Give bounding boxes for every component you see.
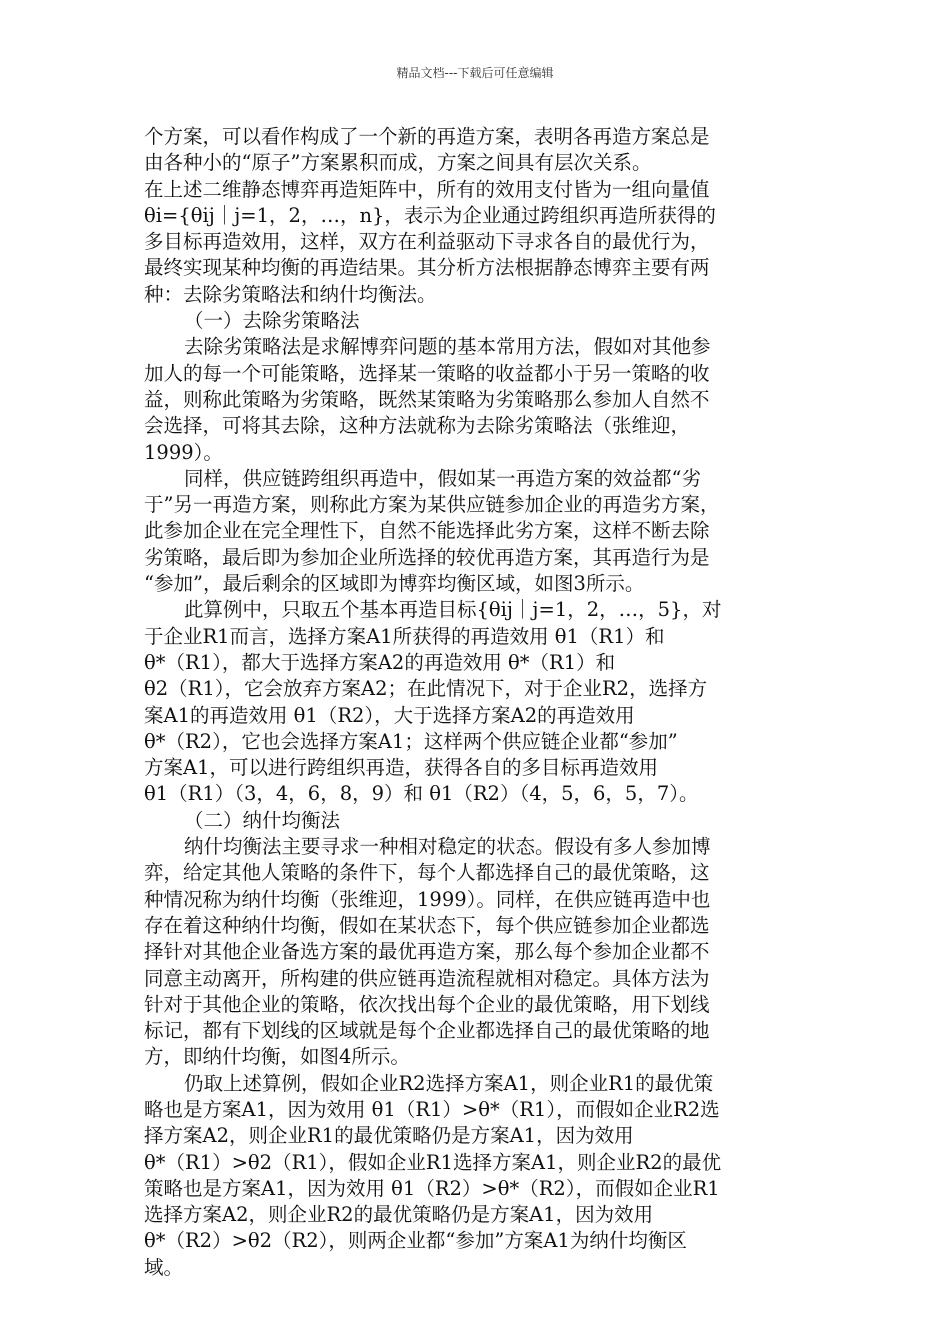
text-line: 种：去除劣策略法和纳什均衡法。 xyxy=(144,282,437,306)
text-line: θ*（R1）>θ2（R1），假如企业R1选择方案A1，则企业R2的最优 xyxy=(144,1150,722,1174)
text-line: 个方案，可以看作构成了一个新的再造方案，表明各再造方案总是 xyxy=(144,125,710,148)
text-line: 标记，都有下划线的区域就是每个企业都选择自己的最优策略的地 xyxy=(144,1019,710,1043)
text-line: 加人的每一个可能策略，选择某一策略的收益都小于另一策略的收 xyxy=(144,361,710,385)
text-line: θi={θij｜j=1，2，…，n}，表示为企业通过跨组织再造所获得的 xyxy=(144,203,716,227)
text-line: 会选择，可将其去除，这种方法就称为去除劣策略法（张维迎， xyxy=(144,414,691,438)
text-line: 存在着这种纳什均衡，假如在某状态下，每个供应链参加企业都选 xyxy=(144,913,710,937)
page-header: 精品文档---下载后可任意编辑 xyxy=(396,66,554,80)
text-line: 在上述二维静态博弈再造矩阵中，所有的效用支付皆为一组向量值 xyxy=(144,177,710,201)
text-line: 由各种小的“原子”方案累积而成，方案之间具有层次关系。 xyxy=(144,151,652,175)
text-line: θ1（R1）（3，4，6，8，9）和 θ1（R2）（4，5，6，5，7）。 xyxy=(144,782,699,806)
text-line: “参加”，最后剩余的区域即为博弈均衡区域，如图3所示。 xyxy=(144,572,645,596)
text-line: 最终实现某种均衡的再造结果。其分析方法根据静态博弈主要有两 xyxy=(144,256,710,280)
text-line: 益，则称此策略为劣策略，既然某策略为劣策略那么参加人自然不 xyxy=(144,387,710,411)
text-line: 去除劣策略法是求解博弈问题的基本常用方法，假如对其他参 xyxy=(184,335,711,359)
text-line: 多目标再造效用，这样，双方在利益驱动下寻求各自的最优行为， xyxy=(144,230,710,254)
text-line: 择针对其他企业备选方案的最优再造方案，那么每个参加企业都不 xyxy=(144,940,710,964)
text-line: 1999）。 xyxy=(144,440,223,464)
text-line: 方，即纳什均衡，如图4所示。 xyxy=(144,1045,410,1069)
text-line: 同意主动离开，所构建的供应链再造流程就相对稳定。具体方法为 xyxy=(144,966,710,990)
text-line: 针对于其他企业的策略，依次找出每个企业的最优策略，用下划线 xyxy=(144,992,710,1016)
text-line: 选择方案A2，则企业R2的最优策略仍是方案A1，因为效用 xyxy=(144,1203,654,1227)
text-line: 择方案A2，则企业R1的最优策略仍是方案A1，因为效用 xyxy=(144,1124,634,1148)
text-line: 劣策略，最后即为参加企业所选择的较优再造方案，其再造行为是 xyxy=(144,545,710,569)
text-line: 此参加企业在完全理性下，自然不能选择此劣方案，这样不断去除 xyxy=(144,519,710,543)
text-line: θ*（R2）>θ2（R2），则两企业都“参加”方案A1为纳什均衡区 xyxy=(144,1229,687,1253)
text-line: （一）去除劣策略法 xyxy=(184,309,360,333)
text-line: 同样，供应链跨组织再造中，假如某一再造方案的效益都“劣 xyxy=(184,466,701,490)
text-line: 策略也是方案A1，因为效用 θ1（R2）>θ*（R2），而假如企业R1 xyxy=(144,1176,720,1200)
text-line: 种情况称为纳什均衡（张维迎，1999）。同样，在供应链再造中也 xyxy=(144,887,711,911)
text-line: 略也是方案A1，因为效用 θ1（R1）>θ*（R1），而假如企业R2选 xyxy=(144,1097,720,1121)
text-line: 案A1的再造效用 θ1（R2），大于选择方案A2的再造效用 xyxy=(144,703,635,727)
text-line: 方案A1，可以进行跨组织再造，获得各自的多目标再造效用 xyxy=(144,756,658,780)
text-line: θ*（R2），它也会选择方案A1；这样两个供应链企业都“参加” xyxy=(144,729,678,753)
text-line: 纳什均衡法主要寻求一种相对稳定的状态。假设有多人参加博 xyxy=(184,835,711,859)
text-line: θ2（R1），它会放弃方案A2；在此情况下，对于企业R2，选择方 xyxy=(144,677,708,701)
text-line: 弈，给定其他人策略的条件下，每个人都选择自己的最优策略，这 xyxy=(144,861,710,885)
text-line: 域。 xyxy=(144,1255,184,1279)
text-line: 于”另一再造方案，则称此方案为某供应链参加企业的再造劣方案， xyxy=(144,493,720,517)
text-line: （二）纳什均衡法 xyxy=(184,808,341,832)
text-line: 此算例中，只取五个基本再造目标{θij｜j=1，2，…，5}，对 xyxy=(184,598,722,622)
text-line: θ*（R1），都大于选择方案A2的再造效用 θ*（R1）和 xyxy=(144,650,616,674)
document-body xyxy=(144,124,809,1281)
text-line: 于企业R1而言，选择方案A1所获得的再造效用 θ1（R1）和 xyxy=(144,624,665,648)
text-line: 仍取上述算例，假如企业R2选择方案A1，则企业R1的最优策 xyxy=(184,1071,714,1095)
